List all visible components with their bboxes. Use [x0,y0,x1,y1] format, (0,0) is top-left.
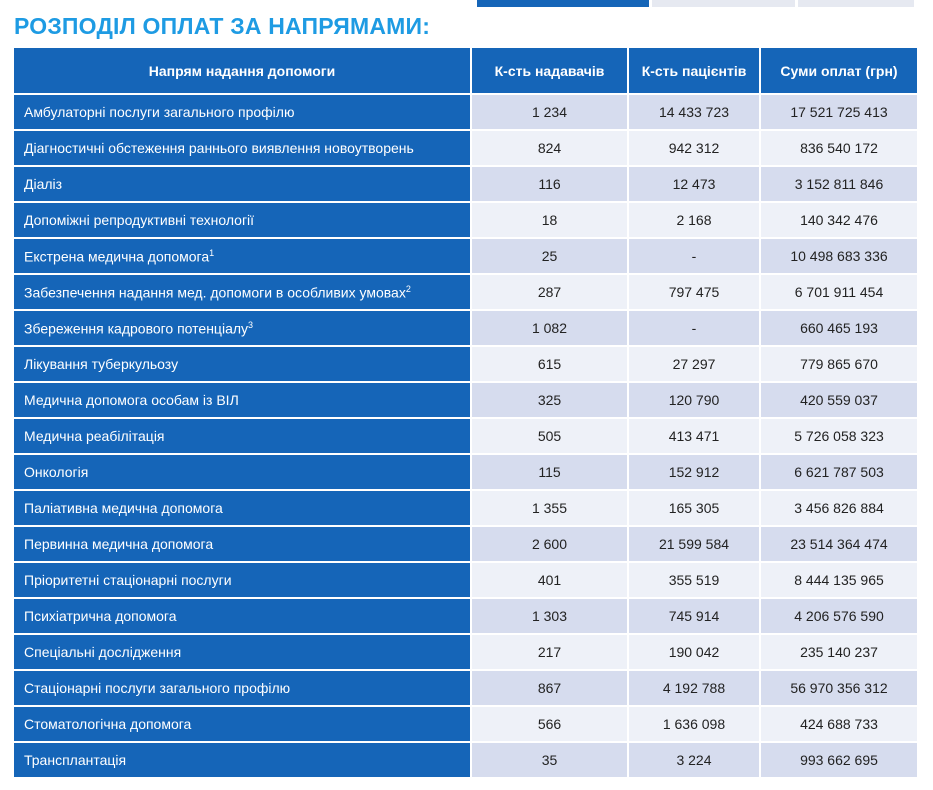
cell-patients: 4 192 788 [629,671,759,705]
cell-patients: 355 519 [629,563,759,597]
cell-patients: 3 224 [629,743,759,777]
cell-patients: 21 599 584 [629,527,759,561]
cell-direction [14,419,470,453]
cell-providers: 287 [472,275,627,309]
table-row [14,239,917,273]
direction-label: Медична допомога особам із ВІЛ [24,392,239,408]
cell-providers: 867 [472,671,627,705]
cell-direction [14,95,470,129]
cell-payments: 993 662 695 [761,743,917,777]
direction-label: Амбулаторні послуги загального профілю [24,104,295,120]
header-direction: Напрям надання допомоги [14,48,470,93]
cell-direction [14,527,470,561]
table-row [14,203,917,237]
cell-providers: 505 [472,419,627,453]
cell-providers: 566 [472,707,627,741]
cell-patients: 745 914 [629,599,759,633]
cell-providers: 217 [472,635,627,669]
cell-payments: 56 970 356 312 [761,671,917,705]
table-row [14,347,917,381]
cell-providers: 2 600 [472,527,627,561]
cell-payments: 5 726 058 323 [761,419,917,453]
cell-payments: 6 701 911 454 [761,275,917,309]
cell-patients: 190 042 [629,635,759,669]
cell-direction [14,491,470,525]
direction-label: Діагностичні обстеження раннього виявлення новоутворень [24,140,414,156]
cell-providers: 1 355 [472,491,627,525]
cell-direction [14,203,470,237]
top-tab[interactable] [652,0,795,7]
table-row [14,743,917,777]
table-row [14,563,917,597]
cell-direction [14,275,470,309]
footnote-marker: 2 [405,283,411,294]
table-row [14,707,917,741]
top-tab-active[interactable] [477,0,649,7]
cell-direction [14,599,470,633]
direction-label: Забезпечення надання мед. допомоги в особливих умовах [24,284,406,301]
cell-payments: 424 688 733 [761,707,917,741]
cell-providers: 116 [472,167,627,201]
cell-direction [14,563,470,597]
cell-payments: 235 140 237 [761,635,917,669]
cell-patients: 152 912 [629,455,759,489]
cell-payments: 17 521 725 413 [761,95,917,129]
cell-patients: 797 475 [629,275,759,309]
cell-direction [14,635,470,669]
cell-providers: 615 [472,347,627,381]
direction-label: Трансплантація [24,752,127,768]
cell-payments: 836 540 172 [761,131,917,165]
table-row [14,419,917,453]
direction-label: Діаліз [24,176,63,192]
cell-providers: 35 [472,743,627,777]
top-tab-bar [0,0,933,8]
cell-payments: 660 465 193 [761,311,917,345]
table-row [14,131,917,165]
direction-label: Первинна медична допомога [24,536,214,552]
header-patients: К-сть пацієнтів [629,48,759,93]
cell-payments: 3 456 826 884 [761,491,917,525]
direction-label: Паліативна медична допомога [24,500,223,516]
table-row [14,95,917,129]
cell-providers: 824 [472,131,627,165]
cell-patients: 27 297 [629,347,759,381]
cell-direction [14,167,470,201]
cell-providers: 1 303 [472,599,627,633]
cell-payments: 8 444 135 965 [761,563,917,597]
footnote-marker: 3 [248,319,254,330]
table-header-row [14,48,917,93]
cell-patients: 165 305 [629,491,759,525]
cell-providers: 115 [472,455,627,489]
cell-patients: 120 790 [629,383,759,417]
direction-label: Спеціальні дослідження [24,644,182,660]
table-row [14,635,917,669]
top-tab[interactable] [798,0,914,7]
cell-providers: 1 082 [472,311,627,345]
cell-payments: 3 152 811 846 [761,167,917,201]
cell-direction [14,131,470,165]
cell-payments: 779 865 670 [761,347,917,381]
cell-patients: 14 433 723 [629,95,759,129]
cell-direction [14,455,470,489]
cell-providers: 18 [472,203,627,237]
table-row [14,599,917,633]
header-providers: К-сть надавачів [472,48,627,93]
cell-payments: 420 559 037 [761,383,917,417]
direction-label: Онкологія [24,464,89,480]
direction-label: Допоміжні репродуктивні технології [24,212,255,228]
cell-direction [14,347,470,381]
table-row [14,311,917,345]
table-row [14,455,917,489]
cell-payments: 10 498 683 336 [761,239,917,273]
cell-patients: - [629,239,759,273]
direction-label: Медична реабілітація [24,428,165,444]
footnote-marker: 1 [209,247,215,258]
cell-payments: 23 514 364 474 [761,527,917,561]
payments-table [12,46,919,779]
cell-direction [14,707,470,741]
page-title: РОЗПОДІЛ ОПЛАТ ЗА НАПРЯМАМИ: [14,13,431,39]
table-row [14,527,917,561]
cell-direction [14,743,470,777]
cell-payments: 6 621 787 503 [761,455,917,489]
table-row [14,383,917,417]
cell-payments: 140 342 476 [761,203,917,237]
cell-direction [14,311,470,345]
cell-direction [14,383,470,417]
cell-patients: 413 471 [629,419,759,453]
cell-providers: 25 [472,239,627,273]
cell-direction [14,239,470,273]
cell-direction [14,671,470,705]
table-row [14,671,917,705]
cell-patients: 942 312 [629,131,759,165]
direction-label: Пріоритетні стаціонарні послуги [24,572,232,588]
cell-payments: 4 206 576 590 [761,599,917,633]
direction-label: Стаціонарні послуги загального профілю [24,680,291,696]
cell-patients: 1 636 098 [629,707,759,741]
table-row [14,275,917,309]
cell-patients: 12 473 [629,167,759,201]
cell-patients: - [629,311,759,345]
table-row [14,167,917,201]
table-row [14,491,917,525]
cell-providers: 1 234 [472,95,627,129]
direction-label: Лікування туберкульозу [24,356,179,372]
header-payments: Суми оплат (грн) [761,48,917,93]
direction-label: Екстрена медична допомога [24,248,210,265]
cell-providers: 325 [472,383,627,417]
direction-label: Стоматологічна допомога [24,716,192,732]
cell-patients: 2 168 [629,203,759,237]
cell-providers: 401 [472,563,627,597]
direction-label: Збереження кадрового потенціалу [24,320,249,337]
direction-label: Психіатрична допомога [24,608,177,624]
